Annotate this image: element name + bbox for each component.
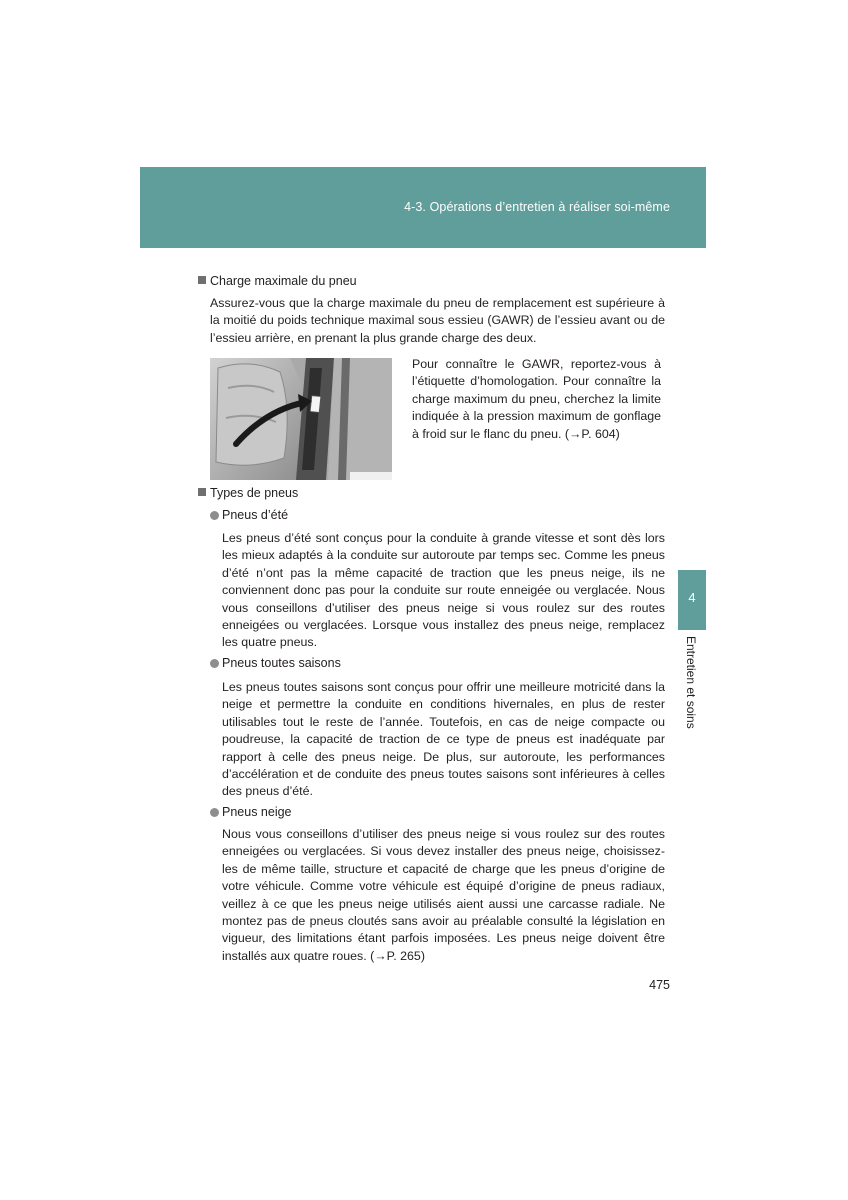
heading-types-de-pneus: [198, 486, 298, 500]
pneus-toutes-saisons-paragraph: Les pneus toutes saisons sont conçus pour offrir une meilleure motricité dans la neige et permettre la conduite en conditions hivernales, en plus de rester utilisables tout le reste de l’année. Toutefois, en cas de neige compacte ou poudreuse, la capacité de traction de ce type de pneus est inadéquate par rapport à celle des pneus neige. De plus, sur autoroute, les performances d’accélération et de conduite des pneus toutes saisons sont inférieures à celles des pneus d’été.: [222, 680, 665, 799]
heading-text: Charge maximale du pneu: [210, 274, 357, 288]
round-bullet-icon: [210, 808, 219, 817]
charge-intro-paragraph: Assurez-vous que la charge maximale du pneu de remplacement est supérieure à la moitié du poids technique maximal sous essieu (GAWR) de l’essieu avant ou de l’essieu arrière, en prenant la plus grande charge des deux.: [210, 296, 665, 345]
square-bullet-icon: [198, 276, 206, 284]
chapter-label: Entretien et soins: [684, 636, 698, 729]
heading-charge-maximale: [198, 274, 357, 288]
square-bullet-icon: [198, 488, 206, 496]
subheading-pneus-toutes-saisons: [210, 656, 341, 670]
round-bullet-icon: [210, 659, 219, 668]
subheading-text: Pneus neige: [222, 805, 292, 819]
subheading-pneus-neige: [210, 805, 292, 819]
pneus-neige-paragraph: Nous vous conseillons d’utiliser des pneus neige si vous roulez sur des routes enneigées ou verglacées. Si vous devez installer des pneus neige, choisissez-les de même taille, structure et capacité de charge que les pneus d’origine de votre véhicule. Comme votre véhicule est équipé d’origine de pneus radiaux, veillez à ce que les pneus neige utilisés aient aussi une carcasse radiale. Ne montez pas de pneus cloutés sans avoir au préalable consulté la législation en vigueur, des limitations étant parfois imposées. Les pneus neige doivent être installés aux quatre roues. (→P. 265): [222, 827, 665, 963]
page-number: 475: [649, 978, 670, 992]
section-title: 4-3. Opérations d’entretien à réaliser soi-même: [404, 200, 670, 214]
pneus-ete-paragraph: Les pneus d’été sont conçus pour la conduite à grande vitesse et sont dès lors les mieux adaptés à la conduite sur autoroute par temps sec. Comme les pneus d’été n’ont pas la même capacité de traction que les pneus neige, ils ne conviennent donc pas pour la conduite sur route enneigée ou verglacée. Nous vous conseillons d’utiliser des pneus neige si vous roulez sur des routes enneigées ou verglacées. Lorsque vous installez des pneus neige, remplacez les quatre pneus.: [222, 531, 665, 650]
subheading-text: Pneus d’été: [222, 508, 289, 522]
subheading-text: Pneus toutes saisons: [222, 656, 341, 670]
chapter-number: 4: [688, 590, 696, 605]
subheading-pneus-ete: [210, 508, 288, 522]
heading-text: Types de pneus: [210, 486, 299, 500]
figure-note-paragraph: Pour connaître le GAWR, reportez-vous à l’étiquette d’homologation. Pour connaître la charge maximum du pneu, cherchez la limite indiquée à la pression maximum de gonflage à froid sur le flanc du pneu. (→P. 604): [412, 357, 661, 441]
round-bullet-icon: [210, 511, 219, 520]
door-pillar-label-photo-icon: [210, 358, 392, 480]
